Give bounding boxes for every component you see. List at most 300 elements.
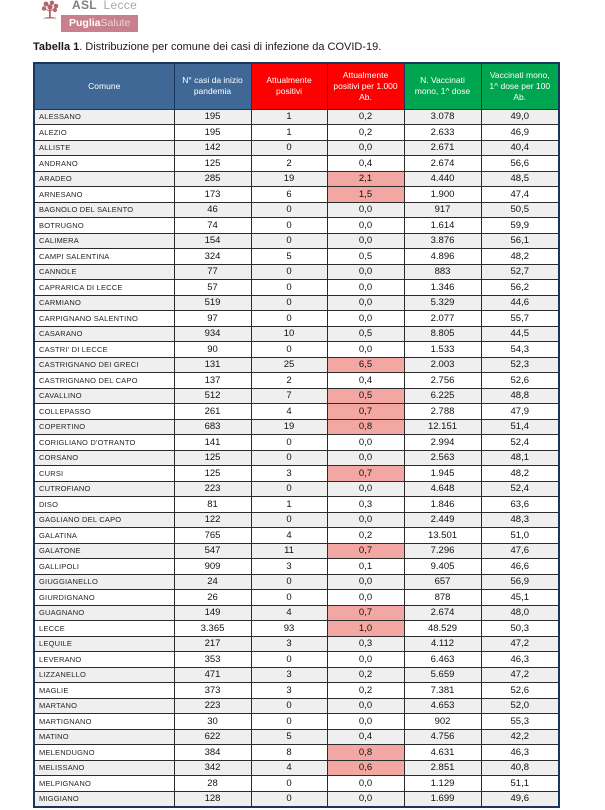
table-row [34, 357, 559, 373]
table-row [34, 171, 559, 187]
per-1000-cell: 0,7 [327, 466, 404, 482]
table-row [34, 342, 559, 358]
vaccinati-cell: 4.648 [404, 481, 481, 497]
per-1000-cell: 0,0 [327, 574, 404, 590]
vaccinati-cell: 917 [404, 202, 481, 218]
vaccinati-cell: 1.533 [404, 342, 481, 358]
vaccinati-cell: 9.405 [404, 559, 481, 575]
table-caption-text: . Distribuzione per comune dei casi di infezione da COVID-19. [79, 41, 382, 53]
table-caption [33, 41, 381, 53]
comune-cell: ALEZIO [34, 125, 174, 141]
casi-cell: 81 [174, 497, 251, 513]
positivi-cell: 1 [251, 497, 327, 513]
per-100-cell: 48,1 [481, 450, 559, 466]
per-1000-cell: 0,0 [327, 652, 404, 668]
positivi-cell: 7 [251, 388, 327, 404]
asl-text: ASL [72, 0, 97, 12]
per-1000-cell: 0,0 [327, 512, 404, 528]
positivi-cell: 0 [251, 450, 327, 466]
vaccinati-cell: 4.756 [404, 729, 481, 745]
vaccinati-cell: 6.463 [404, 652, 481, 668]
per-100-cell: 52,4 [481, 435, 559, 451]
casi-cell: 149 [174, 605, 251, 621]
column-header-positivi-per-1000: Attualmente positivi per 1.000 Ab. [327, 63, 404, 109]
vaccinati-cell: 2.449 [404, 512, 481, 528]
positivi-cell: 4 [251, 605, 327, 621]
per-100-cell: 47,2 [481, 667, 559, 683]
positivi-cell: 0 [251, 435, 327, 451]
casi-cell: 909 [174, 559, 251, 575]
per-100-cell: 55,7 [481, 311, 559, 327]
vaccinati-cell: 48.529 [404, 621, 481, 637]
table-caption-label: Tabella 1 [33, 41, 80, 53]
per-100-cell: 56,1 [481, 233, 559, 249]
positivi-cell: 19 [251, 171, 327, 187]
vaccinati-cell: 883 [404, 264, 481, 280]
positivi-cell: 0 [251, 791, 327, 807]
positivi-cell: 5 [251, 729, 327, 745]
positivi-cell: 0 [251, 776, 327, 792]
positivi-cell: 0 [251, 698, 327, 714]
column-header-vaccinati-mono: N. Vaccinati mono, 1^ dose [404, 63, 481, 109]
table-row [34, 156, 559, 172]
table-row [34, 481, 559, 497]
casi-cell: 128 [174, 791, 251, 807]
per-100-cell: 48,3 [481, 512, 559, 528]
casi-cell: 384 [174, 745, 251, 761]
casi-cell: 285 [174, 171, 251, 187]
casi-cell: 125 [174, 466, 251, 482]
per-100-cell: 56,6 [481, 156, 559, 172]
positivi-cell: 3 [251, 466, 327, 482]
per-100-cell: 56,2 [481, 280, 559, 296]
casi-cell: 765 [174, 528, 251, 544]
comune-cell: CAVALLINO [34, 388, 174, 404]
vaccinati-cell: 4.631 [404, 745, 481, 761]
per-100-cell: 55,3 [481, 714, 559, 730]
puglia-salute-badge [61, 15, 138, 32]
vaccinati-cell: 657 [404, 574, 481, 590]
column-header-casi-pandemia: N° casi da inizio pandemia [174, 63, 251, 109]
positivi-cell: 3 [251, 683, 327, 699]
asl-lecce-logo [0, 0, 605, 40]
positivi-cell: 3 [251, 636, 327, 652]
per-1000-cell: 0,0 [327, 264, 404, 280]
per-1000-cell: 0,3 [327, 497, 404, 513]
casi-cell: 217 [174, 636, 251, 652]
table-row [34, 419, 559, 435]
salute-text: Salute [100, 17, 131, 29]
table-row [34, 497, 559, 513]
table-row [34, 388, 559, 404]
per-100-cell: 47,2 [481, 636, 559, 652]
positivi-cell: 1 [251, 109, 327, 125]
per-100-cell: 51,0 [481, 528, 559, 544]
per-1000-cell: 0,7 [327, 543, 404, 559]
table-row [34, 698, 559, 714]
positivi-cell: 0 [251, 202, 327, 218]
per-1000-cell: 0,0 [327, 435, 404, 451]
positivi-cell: 0 [251, 714, 327, 730]
casi-cell: 46 [174, 202, 251, 218]
comune-cell: CALIMERA [34, 233, 174, 249]
table-row [34, 574, 559, 590]
positivi-cell: 0 [251, 280, 327, 296]
comune-cell: CARMIANO [34, 295, 174, 311]
vaccinati-cell: 3.876 [404, 233, 481, 249]
casi-cell: 77 [174, 264, 251, 280]
vaccinati-cell: 8.805 [404, 326, 481, 342]
comune-cell: GIUGGIANELLO [34, 574, 174, 590]
table-row [34, 683, 559, 699]
casi-cell: 26 [174, 590, 251, 606]
casi-cell: 342 [174, 760, 251, 776]
per-1000-cell: 2,1 [327, 171, 404, 187]
positivi-cell: 0 [251, 652, 327, 668]
casi-cell: 547 [174, 543, 251, 559]
table-row [34, 109, 559, 125]
table-row [34, 140, 559, 156]
comune-cell: CURSI [34, 466, 174, 482]
positivi-cell: 0 [251, 218, 327, 234]
vaccinati-cell: 7.296 [404, 543, 481, 559]
casi-cell: 137 [174, 373, 251, 389]
comune-cell: MELISSANO [34, 760, 174, 776]
table-row [34, 404, 559, 420]
table-row [34, 450, 559, 466]
casi-cell: 223 [174, 481, 251, 497]
comune-cell: CANNOLE [34, 264, 174, 280]
casi-cell: 97 [174, 311, 251, 327]
per-1000-cell: 0,8 [327, 745, 404, 761]
casi-cell: 24 [174, 574, 251, 590]
vaccinati-cell: 1.346 [404, 280, 481, 296]
comune-cell: ANDRANO [34, 156, 174, 172]
positivi-cell: 11 [251, 543, 327, 559]
per-1000-cell: 0,0 [327, 295, 404, 311]
per-100-cell: 42,2 [481, 729, 559, 745]
vaccinati-cell: 1.129 [404, 776, 481, 792]
positivi-cell: 0 [251, 512, 327, 528]
vaccinati-cell: 2.077 [404, 311, 481, 327]
per-1000-cell: 0,0 [327, 450, 404, 466]
comune-cell: CARPIGNANO SALENTINO [34, 311, 174, 327]
vaccinati-cell: 878 [404, 590, 481, 606]
positivi-cell: 0 [251, 233, 327, 249]
vaccinati-cell: 7.381 [404, 683, 481, 699]
casi-cell: 195 [174, 109, 251, 125]
per-1000-cell: 0,4 [327, 373, 404, 389]
per-1000-cell: 0,2 [327, 109, 404, 125]
casi-cell: 324 [174, 249, 251, 265]
per-100-cell: 46,9 [481, 125, 559, 141]
per-1000-cell: 1,0 [327, 621, 404, 637]
table-row [34, 466, 559, 482]
comune-cell: MIGGIANO [34, 791, 174, 807]
vaccinati-cell: 4.653 [404, 698, 481, 714]
comune-cell: COPERTINO [34, 419, 174, 435]
per-100-cell: 40,4 [481, 140, 559, 156]
comune-cell: LEQUILE [34, 636, 174, 652]
vaccinati-cell: 5.659 [404, 667, 481, 683]
comune-cell: MATINO [34, 729, 174, 745]
positivi-cell: 10 [251, 326, 327, 342]
per-100-cell: 63,6 [481, 497, 559, 513]
positivi-cell: 4 [251, 404, 327, 420]
comune-cell: ARNESANO [34, 187, 174, 203]
per-100-cell: 44,6 [481, 295, 559, 311]
per-100-cell: 54,3 [481, 342, 559, 358]
casi-cell: 74 [174, 218, 251, 234]
table-row [34, 667, 559, 683]
table-row [34, 280, 559, 296]
table-row [34, 760, 559, 776]
comune-cell: MELENDUGNO [34, 745, 174, 761]
per-1000-cell: 0,0 [327, 280, 404, 296]
vaccinati-cell: 4.896 [404, 249, 481, 265]
puglia-text: Puglia [69, 17, 101, 29]
per-1000-cell: 0,0 [327, 342, 404, 358]
column-header-comune: Comune [34, 63, 174, 109]
casi-cell: 261 [174, 404, 251, 420]
vaccinati-cell: 2.003 [404, 357, 481, 373]
casi-cell: 195 [174, 125, 251, 141]
vaccinati-cell: 2.674 [404, 156, 481, 172]
positivi-cell: 0 [251, 264, 327, 280]
vaccinati-cell: 2.563 [404, 450, 481, 466]
table-row [34, 233, 559, 249]
table-row [34, 621, 559, 637]
per-1000-cell: 0,0 [327, 776, 404, 792]
vaccinati-cell: 902 [404, 714, 481, 730]
tree-icon [40, 0, 60, 19]
per-100-cell: 51,1 [481, 776, 559, 792]
per-100-cell: 52,7 [481, 264, 559, 280]
positivi-cell: 0 [251, 311, 327, 327]
table-row [34, 264, 559, 280]
positivi-cell: 4 [251, 760, 327, 776]
casi-cell: 373 [174, 683, 251, 699]
per-1000-cell: 0,0 [327, 698, 404, 714]
comune-cell: GALATONE [34, 543, 174, 559]
vaccinati-cell: 4.112 [404, 636, 481, 652]
positivi-cell: 3 [251, 667, 327, 683]
per-1000-cell: 0,4 [327, 729, 404, 745]
casi-cell: 90 [174, 342, 251, 358]
positivi-cell: 0 [251, 140, 327, 156]
comune-cell: MAGLIE [34, 683, 174, 699]
per-100-cell: 49,6 [481, 791, 559, 807]
table-row [34, 202, 559, 218]
comune-cell: CAMPI SALENTINA [34, 249, 174, 265]
vaccinati-cell: 1.900 [404, 187, 481, 203]
per-1000-cell: 0,6 [327, 760, 404, 776]
table-row [34, 652, 559, 668]
table-row [34, 125, 559, 141]
per-1000-cell: 0,0 [327, 233, 404, 249]
per-100-cell: 52,6 [481, 683, 559, 699]
table-row [34, 776, 559, 792]
column-header-att-positivi: Attualmente positivi [251, 63, 327, 109]
vaccinati-cell: 4.440 [404, 171, 481, 187]
positivi-cell: 0 [251, 574, 327, 590]
table-row [34, 729, 559, 745]
per-100-cell: 50,5 [481, 202, 559, 218]
casi-cell: 142 [174, 140, 251, 156]
per-1000-cell: 0,1 [327, 559, 404, 575]
comune-cell: ALESSANO [34, 109, 174, 125]
table-row [34, 373, 559, 389]
casi-cell: 154 [174, 233, 251, 249]
table-row [34, 590, 559, 606]
vaccinati-cell: 2.671 [404, 140, 481, 156]
comune-cell: DISO [34, 497, 174, 513]
positivi-cell: 2 [251, 373, 327, 389]
casi-cell: 512 [174, 388, 251, 404]
per-100-cell: 52,6 [481, 373, 559, 389]
vaccinati-cell: 1.945 [404, 466, 481, 482]
column-header-vaccinati-per-100: Vaccinati mono, 1^ dose per 100 Ab. [481, 63, 559, 109]
per-100-cell: 50,3 [481, 621, 559, 637]
comune-cell: GALLIPOLI [34, 559, 174, 575]
per-1000-cell: 0,2 [327, 683, 404, 699]
table-row [34, 249, 559, 265]
table-row [34, 714, 559, 730]
vaccinati-cell: 2.633 [404, 125, 481, 141]
per-1000-cell: 0,2 [327, 528, 404, 544]
positivi-cell: 93 [251, 621, 327, 637]
comune-cell: BAGNOLO DEL SALENTO [34, 202, 174, 218]
vaccinati-cell: 5.329 [404, 295, 481, 311]
positivi-cell: 19 [251, 419, 327, 435]
vaccinati-cell: 2.994 [404, 435, 481, 451]
comune-cell: LIZZANELLO [34, 667, 174, 683]
per-100-cell: 46,3 [481, 745, 559, 761]
positivi-cell: 0 [251, 342, 327, 358]
table-row [34, 559, 559, 575]
per-100-cell: 49,0 [481, 109, 559, 125]
casi-cell: 471 [174, 667, 251, 683]
casi-cell: 30 [174, 714, 251, 730]
per-1000-cell: 0,4 [327, 156, 404, 172]
table-row [34, 543, 559, 559]
casi-cell: 122 [174, 512, 251, 528]
vaccinati-cell: 6.225 [404, 388, 481, 404]
per-1000-cell: 0,5 [327, 388, 404, 404]
positivi-cell: 0 [251, 590, 327, 606]
comune-cell: CASTRI' DI LECCE [34, 342, 174, 358]
per-1000-cell: 6,5 [327, 357, 404, 373]
comune-cell: LECCE [34, 621, 174, 637]
per-1000-cell: 0,0 [327, 140, 404, 156]
per-1000-cell: 0,0 [327, 791, 404, 807]
positivi-cell: 6 [251, 187, 327, 203]
table-row [34, 512, 559, 528]
per-1000-cell: 0,0 [327, 481, 404, 497]
per-1000-cell: 0,0 [327, 218, 404, 234]
positivi-cell: 5 [251, 249, 327, 265]
vaccinati-cell: 13.501 [404, 528, 481, 544]
per-100-cell: 46,3 [481, 652, 559, 668]
casi-cell: 28 [174, 776, 251, 792]
per-1000-cell: 0,0 [327, 202, 404, 218]
comune-cell: CASTRIGNANO DEI GRECI [34, 357, 174, 373]
comune-cell: GIURDIGNANO [34, 590, 174, 606]
per-1000-cell: 0,0 [327, 311, 404, 327]
per-100-cell: 47,9 [481, 404, 559, 420]
per-100-cell: 51,4 [481, 419, 559, 435]
comune-cell: LEVERANO [34, 652, 174, 668]
asl-lecce-wordmark [72, 0, 137, 12]
per-1000-cell: 0,7 [327, 605, 404, 621]
table-row [34, 435, 559, 451]
casi-cell: 622 [174, 729, 251, 745]
per-100-cell: 48,2 [481, 249, 559, 265]
per-100-cell: 56,9 [481, 574, 559, 590]
casi-cell: 353 [174, 652, 251, 668]
lecce-text: Lecce [103, 0, 138, 12]
comune-cell: ALLISTE [34, 140, 174, 156]
comune-cell: CORIGLIANO D'OTRANTO [34, 435, 174, 451]
positivi-cell: 0 [251, 295, 327, 311]
positivi-cell: 4 [251, 528, 327, 544]
comune-cell: GAGLIANO DEL CAPO [34, 512, 174, 528]
casi-cell: 141 [174, 435, 251, 451]
casi-cell: 3.365 [174, 621, 251, 637]
per-100-cell: 40,8 [481, 760, 559, 776]
covid-distribution-table [33, 62, 560, 808]
casi-cell: 125 [174, 450, 251, 466]
vaccinati-cell: 1.699 [404, 791, 481, 807]
vaccinati-cell: 12.151 [404, 419, 481, 435]
per-100-cell: 48,8 [481, 388, 559, 404]
comune-cell: MELPIGNANO [34, 776, 174, 792]
per-100-cell: 52,3 [481, 357, 559, 373]
per-100-cell: 47,4 [481, 187, 559, 203]
casi-cell: 125 [174, 156, 251, 172]
positivi-cell: 3 [251, 559, 327, 575]
comune-cell: GALATINA [34, 528, 174, 544]
vaccinati-cell: 1.614 [404, 218, 481, 234]
casi-cell: 223 [174, 698, 251, 714]
table-row [34, 745, 559, 761]
table-row [34, 311, 559, 327]
per-100-cell: 44,5 [481, 326, 559, 342]
per-1000-cell: 0,7 [327, 404, 404, 420]
comune-cell: MARTIGNANO [34, 714, 174, 730]
comune-cell: COLLEPASSO [34, 404, 174, 420]
per-100-cell: 45,1 [481, 590, 559, 606]
per-100-cell: 48,5 [481, 171, 559, 187]
comune-cell: CAPRARICA DI LECCE [34, 280, 174, 296]
casi-cell: 934 [174, 326, 251, 342]
comune-cell: CUTROFIANO [34, 481, 174, 497]
table-row [34, 187, 559, 203]
per-100-cell: 48,0 [481, 605, 559, 621]
per-100-cell: 59,9 [481, 218, 559, 234]
vaccinati-cell: 2.851 [404, 760, 481, 776]
table-row [34, 218, 559, 234]
casi-cell: 131 [174, 357, 251, 373]
per-1000-cell: 0,0 [327, 590, 404, 606]
comune-cell: CASARANO [34, 326, 174, 342]
table-body [34, 109, 559, 807]
positivi-cell: 8 [251, 745, 327, 761]
table-row [34, 791, 559, 807]
comune-cell: ARADEO [34, 171, 174, 187]
vaccinati-cell: 3.078 [404, 109, 481, 125]
positivi-cell: 25 [251, 357, 327, 373]
